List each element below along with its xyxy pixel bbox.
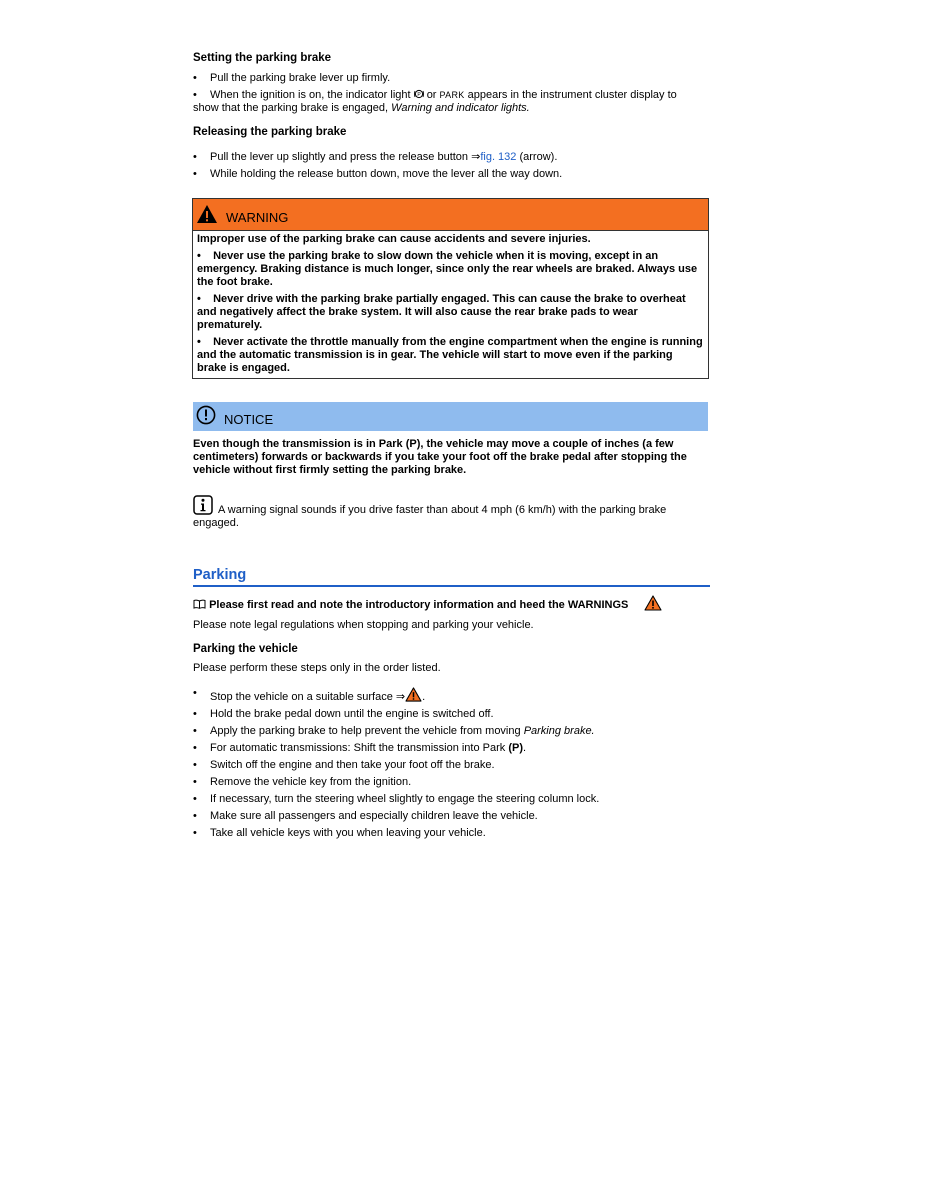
- cross-reference[interactable]: Parking brake.: [523, 725, 595, 737]
- step-text: Make sure all passengers and especially children leave the vehicle.: [210, 810, 538, 822]
- warning-item-text: Never activate the throttle manually from the engine compartment when the engine is running and the automatic transmission is in gear. The vehicle will start to move even if the parking brake is engaged.: [197, 336, 703, 374]
- continuation-text: show that the parking brake is engaged,: [193, 102, 389, 114]
- step-text: Hold the brake pedal down until the engine is switched off.: [210, 708, 494, 720]
- warning-item-text: Never use the parking brake to slow down the vehicle when it is moving, except in an emergency. Braking distance is much longer, since only the rear wheels are braked. Always use the foot brake.: [197, 250, 698, 288]
- notice-header: [193, 402, 708, 431]
- order-note: Please perform these steps only in the order listed.: [193, 662, 441, 674]
- list-item: [193, 168, 713, 181]
- step-text: Switch off the engine and then take your foot off the brake.: [210, 759, 495, 771]
- or-text: or: [426, 89, 437, 101]
- warning-item-text: Never drive with the parking brake partially engaged. This can cause the brake to overheat and negatively affect the brake system. It will also cause the rear brake pads to wear prematurely.: [197, 293, 686, 331]
- warning-header: [193, 199, 708, 231]
- list-item: [193, 810, 713, 823]
- parking-brake-indicator-icon: [414, 89, 424, 99]
- list-item: [193, 151, 713, 164]
- warning-triangle-icon: [196, 204, 218, 224]
- bullet-text: appears in the instrument cluster display to: [467, 89, 677, 101]
- bullet-continuation: [193, 102, 713, 115]
- notice-title: NOTICE: [224, 412, 274, 427]
- read-first-text: Please first read and note the introductory information and heed the WARNINGS: [209, 599, 629, 611]
- list-item: [193, 72, 713, 85]
- exclamation-circle-icon: [196, 405, 216, 425]
- list-item: [193, 708, 713, 721]
- step-text: If necessary, turn the steering wheel slightly to engage the steering column lock.: [210, 793, 600, 805]
- list-item: [193, 687, 713, 704]
- step-text: Remove the vehicle key from the ignition.: [210, 776, 412, 788]
- warning-triangle-icon[interactable]: [405, 687, 422, 702]
- warning-item: • Never activate the throttle manually from the engine compartment when the engine is running and the automatic transmission is in gear. The vehicle will start to move even if the parking brake is engaged.: [197, 336, 703, 374]
- arrow-glyph: ⇒: [395, 691, 406, 703]
- warning-title: WARNING: [226, 210, 289, 225]
- step-text: .: [422, 691, 426, 703]
- warning-body: [193, 231, 708, 378]
- bullet-text: When the ignition is on, the indicator light: [210, 89, 411, 101]
- list-item: [193, 827, 713, 840]
- bullet-text: (arrow).: [519, 151, 558, 163]
- notice-text: Even though the transmission is in Park (P), the vehicle may move a couple of inches (a few centimeters) forwards or backwards if you take your foot off the brake pedal after stopping the vehicle without first firmly setting the parking brake.: [193, 438, 687, 476]
- section-divider: [193, 585, 710, 587]
- step-text: For automatic transmissions: Shift the transmission into Park: [210, 742, 506, 754]
- releasing-parking-brake-heading: Releasing the parking brake: [193, 126, 347, 138]
- setting-parking-brake-heading: Setting the parking brake: [193, 52, 332, 64]
- step-text: Apply the parking brake to help prevent the vehicle from moving: [210, 725, 521, 737]
- list-item: [193, 776, 713, 789]
- list-item: [193, 793, 713, 806]
- step-text: Stop the vehicle on a suitable surface: [210, 691, 393, 703]
- step-text: Take all vehicle keys with you when leaving your vehicle.: [210, 827, 486, 839]
- list-item: [193, 725, 713, 738]
- list-item: [193, 89, 713, 102]
- fig-132-link[interactable]: fig. 132: [480, 151, 517, 163]
- park-label: PARK: [439, 90, 465, 100]
- bullet-text: Pull the parking brake lever up firmly.: [210, 72, 391, 84]
- warning-intro: Improper use of the parking brake can cause accidents and severe injuries.: [197, 233, 591, 245]
- parking-vehicle-heading: Parking the vehicle: [193, 643, 298, 655]
- warning-box: [192, 198, 709, 379]
- setting-bullets: [193, 72, 713, 115]
- warning-item: • Never drive with the parking brake partially engaged. This can cause the brake to overheat and negatively affect the brake system. It will also cause the rear brake pads to wear prematurely.: [197, 293, 686, 331]
- warning-item: • Never use the parking brake to slow down the vehicle when it is moving, except in an emergency. Braking distance is much longer, since only the rear wheels are braked. Always use the foot brake.: [197, 250, 698, 288]
- parking-section-title: Parking: [193, 567, 247, 583]
- arrow-glyph: ⇒: [471, 151, 481, 163]
- warning-triangle-icon[interactable]: [644, 595, 662, 611]
- park-label: (P): [508, 742, 524, 754]
- svg-text:P: P: [416, 92, 421, 98]
- cross-reference[interactable]: Warning and indicator lights.: [391, 102, 530, 114]
- list-item: [193, 742, 713, 755]
- list-item: [193, 759, 713, 772]
- read-first-note[interactable]: [193, 599, 628, 611]
- info-text: A warning signal sounds if you drive faster than about 4 mph (6 km/h) with the parking brake engaged.: [193, 504, 667, 529]
- legal-note: Please note legal regulations when stopping and parking your vehicle.: [193, 619, 534, 631]
- parking-steps: [193, 687, 713, 844]
- releasing-bullets: [193, 151, 713, 185]
- book-icon: [193, 599, 206, 609]
- bullet-text: Pull the lever up slightly and press the release button: [210, 151, 469, 163]
- step-text: .: [523, 742, 527, 754]
- bullet-text: While holding the release button down, move the lever all the way down.: [210, 168, 563, 180]
